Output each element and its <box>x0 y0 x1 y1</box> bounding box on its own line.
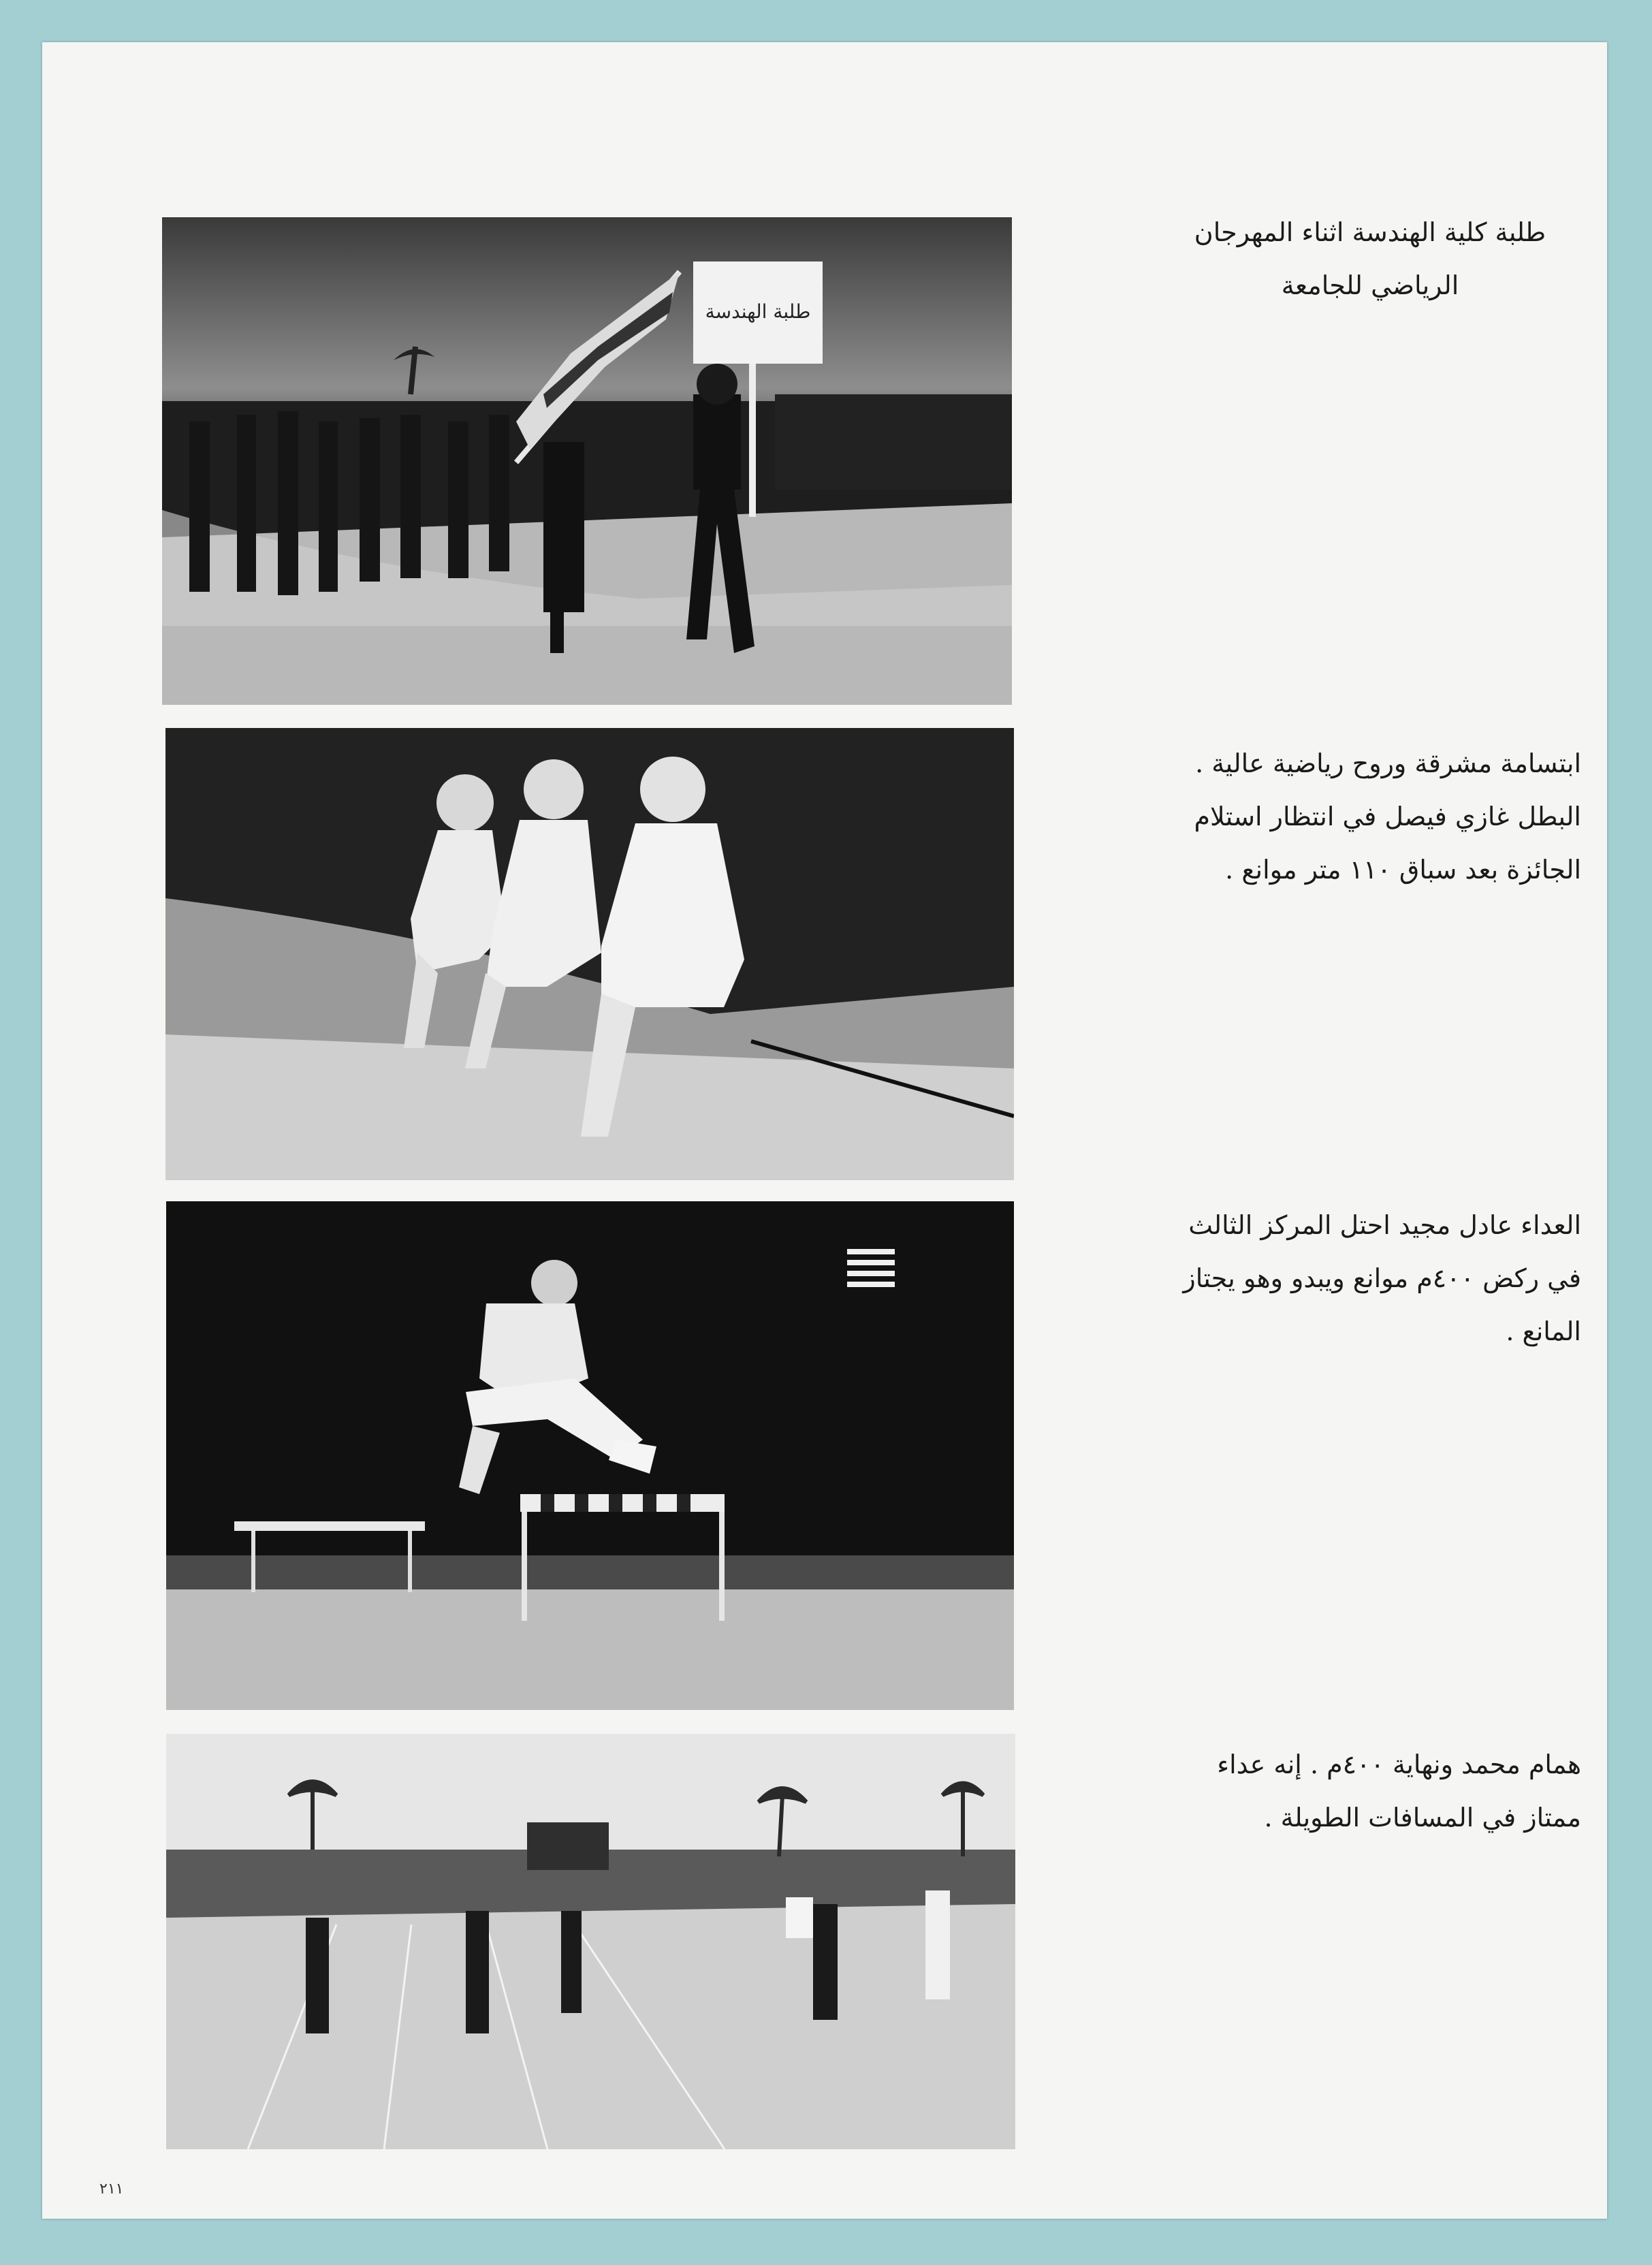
parade-photo <box>162 217 1012 705</box>
document-page <box>42 42 1607 2219</box>
caption-runner-adel: العداء عادل مجيد احتل المركز الثالث في ركض ٤٠٠م موانع ويبدو وهو يجتاز المانع . <box>1183 1210 1581 1346</box>
sprint-race-photo <box>166 1734 1015 2149</box>
caption-engineering-students: طلبة كلية الهندسة اثناء المهرجان الرياضي للجامعة <box>1194 217 1546 300</box>
athletes-seated-photo <box>165 728 1014 1180</box>
caption-hammam: همام محمد ونهاية ٤٠٠م . إنه عداء ممتاز في المسافات الطويلة . <box>1217 1749 1581 1833</box>
parade-sign-text: طلبة الهندسة <box>705 300 811 323</box>
page-number: ٢١١ <box>99 2181 124 2198</box>
caption-smile: ابتسامة مشرقة وروح رياضية عالية . البطل غازي فيصل في انتظار استلام الجائزة بعد سباق ١١٠ متر موانع . <box>1194 748 1581 885</box>
hurdler-photo <box>166 1201 1014 1710</box>
